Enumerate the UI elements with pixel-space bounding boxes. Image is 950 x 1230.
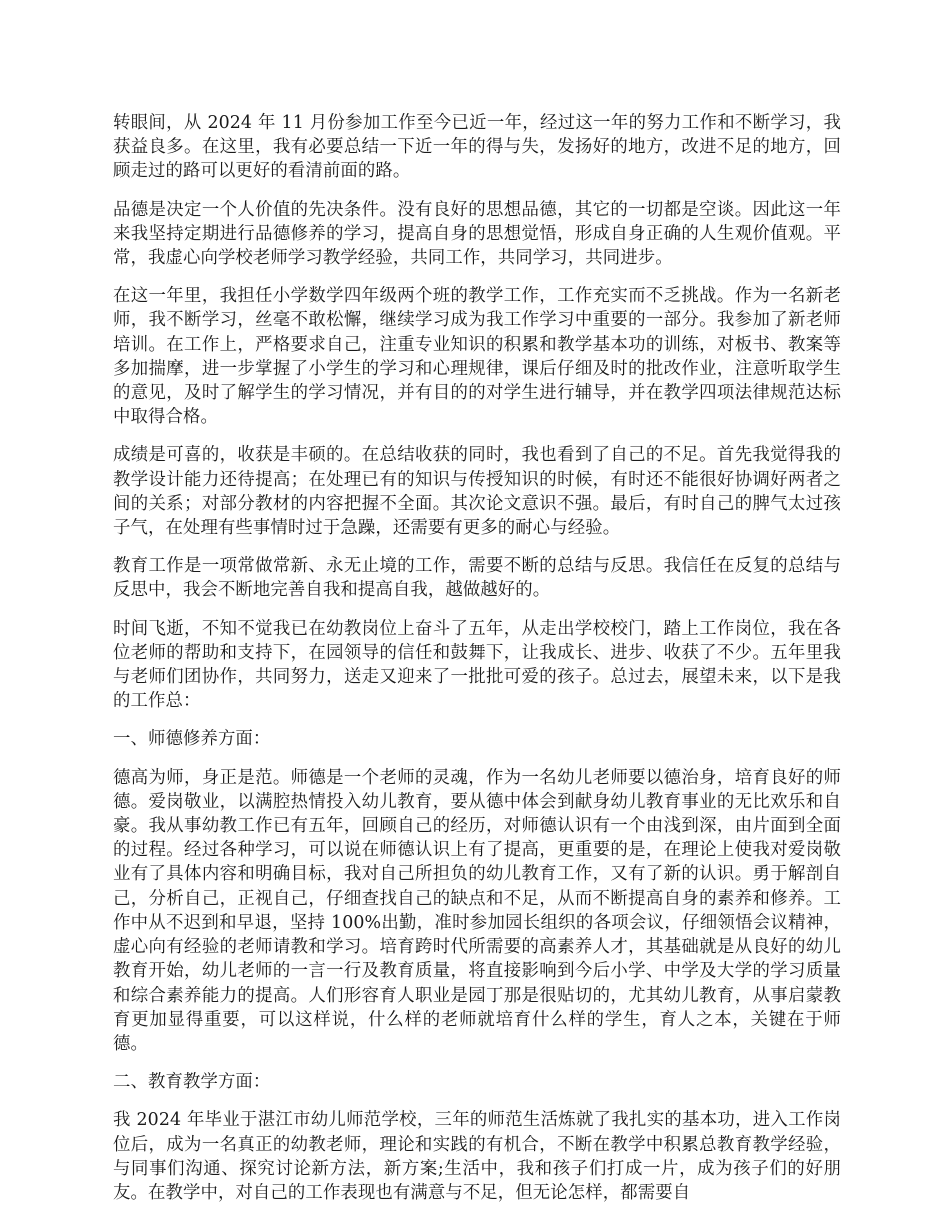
document-body — [113, 111, 841, 1219]
intro-paragraph: 转眼间，从 2024 年 11 月份参加工作至今已近一年，经过这一年的努力工作和不断学习，我获益良多。在这里，我有必要总结一下近一年的得与失，发扬好的地方，改进不足的地方，回顾走过的路可以更好的看清前面的路。 — [113, 113, 841, 182]
section-heading-ethics: 一、师德修养方面： — [113, 729, 271, 750]
section-heading-teaching: 二、教育教学方面： — [113, 1072, 271, 1093]
morality-paragraph: 品德是决定一个人价值的先决条件。没有良好的思想品德，其它的一切都是空谈。因此这一年来我坚持定期进行品德修养的学习，提高自身的思想觉悟，形成自身正确的人生观价值观。平常，我虚心向学校老师学习教学经验，共同工作，共同学习，共同进步。 — [113, 199, 841, 269]
ethics-paragraph: 德高为师，身正是范。师德是一个老师的灵魂，作为一名幼儿老师要以德治身，培育良好的师德。爱岗敬业，以满腔热情投入幼儿教育，要从德中体会到献身幼儿教育事业的无比欢乐和自豪。我从事幼教工作已有五年，回顾自己的经历，对师德认识有一个由浅到深，由片面到全面的过程。经过各种学习，可以说在师德认识上有了提高，更重要的是，在理论上使我对爱岗敬业有了具体内容和明确目标，我对自己所担负的幼儿教育工作，又有了新的认识。勇于解剖自己，分析自己，正视自己，仔细查找自己的缺点和不足，从而不断提高自身的素养和修养。工作中从不迟到和早退，坚持 100%出勤，准时参加园长组织的各项会议，仔细领悟会议精神，虚心向有经验的老师请教和学习。培育跨时代所需要的高素养人才，其基础就是从良好的幼儿教育开始，幼儿老师的一言一行及教育质量，将直接影响到今后小学、中学及大学的学习质量和综合素养能力的提高。人们形容育人职业是园丁那是很贴切的，尤其幼儿教育，从事启蒙教育更加显得重要，可以这样说，什么样的老师就培育什么样的学生，育人之本，关键在于师德。 — [113, 767, 841, 1054]
teaching-work-paragraph: 在这一年里，我担任小学数学四年级两个班的教学工作，工作充实而不乏挑战。作为一名新老师，我不断学习，丝毫不敢松懈，继续学习成为我工作学习中重要的一部分。我参加了新老师培训。在工作上，严格要求自己，注重专业知识的积累和教学基本功的训练，对板书、教案等多加揣摩，进一步掌握了小学生的学习和心理规律，课后仔细及时的批改作业，注意听取学生的意见，及时了解学生的学习情况，并有目的的对学生进行辅导，并在教学四项法律规范达标中取得合格。 — [113, 286, 841, 428]
teaching-paragraph: 我 2024 年毕业于湛江市幼儿师范学校，三年的师范生活炼就了我扎实的基本功，进入工作岗位后，成为一名真正的幼教老师，理论和实践的有机合，不断在教学中积累总教育教学经验，与同事们沟通、探究讨论新方法，新方案;生活中，我和孩子们打成一片，成为孩子们的好朋友。在教学中，对自己的工作表现也有满意与不足，但无论怎样，都需要自 — [113, 1110, 841, 1203]
reflection-paragraph: 教育工作是一项常做常新、永无止境的工作，需要不断的总结与反思。我信任在反复的总结与反思中，我会不断地完善自我和提高自我，越做越好的。 — [113, 556, 841, 601]
achievements-paragraph: 成绩是可喜的，收获是丰硕的。在总结收获的同时，我也看到了自己的不足。首先我觉得我的教学设计能力还待提高；在处理已有的知识与传授知识的时候，有时还不能很好协调好两者之间的关系；对部分教材的内容把握不全面。其次论文意识不强。最后，有时自己的脾气太过孩子气，在处理有些事情时过于急躁，还需要有更多的耐心与经验。 — [113, 445, 841, 539]
five-years-paragraph: 时间飞逝，不知不觉我已在幼教岗位上奋斗了五年，从走出学校校门，踏上工作岗位，我在各位老师的帮助和支持下，在园领导的信任和鼓舞下，让我成长、进步、收获了不少。五年里我与老师们团协作，共同努力，送走又迎来了一批批可爱的孩子。总过去，展望未来，以下是我的工作总： — [113, 618, 841, 712]
